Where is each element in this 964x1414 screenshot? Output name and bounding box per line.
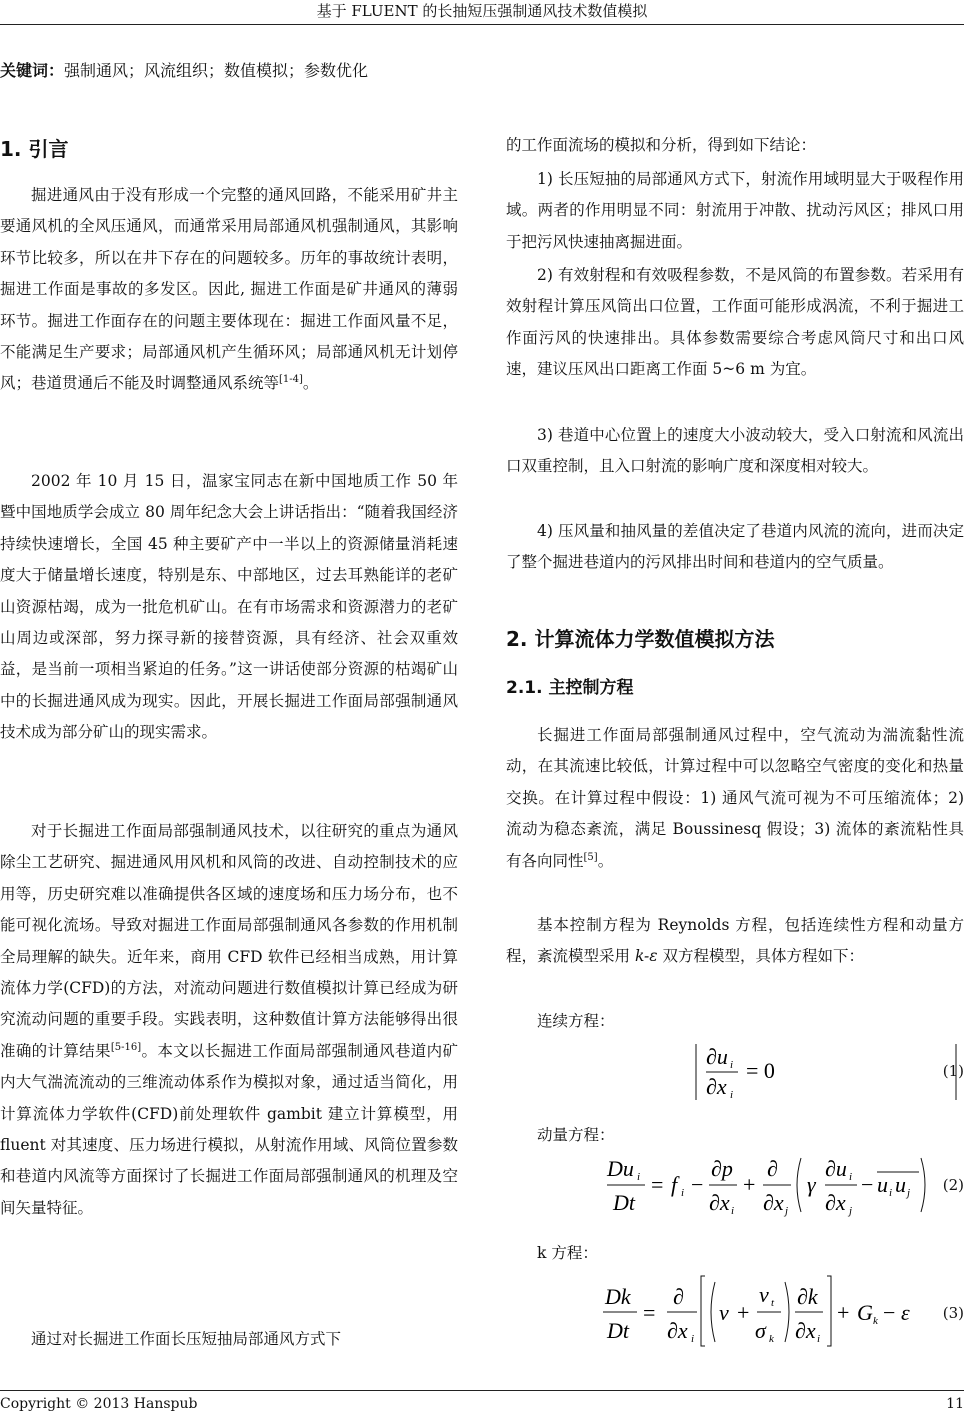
section-1-heading: 1. 引言: [0, 137, 69, 161]
equation-1: [506, 1040, 964, 1104]
section-2-heading: 2. 计算流体力学数值模拟方法: [506, 627, 775, 651]
svg-text:Dt: Dt: [613, 1190, 635, 1215]
svg-text:∂x: ∂x: [667, 1318, 688, 1343]
svg-text:= 0: = 0: [746, 1058, 775, 1083]
governing-equations-paragraph: [506, 720, 964, 877]
intro-paragraph-3-text: 对于长掘进工作面局部强制通风技术，以往研究的重点为通风除尘工艺研究、掘进通风用风机和风筒的改进、自动控制技术的应用等，历史研究难以准确提供各区域的速度场和压力场分布，也不能可视化流场。导致对掘进工作面局部强制通风各参数的作用机制全局理解的缺失。近年来，商用 CFD 软件已经相当成熟，用计算流体力学(CFD)的方法，对流动问题进行数值模拟计算已经成为研究流动问题的重要手段。实践表明，这种数值计算方法能够得出很准确的计算结果: [0, 822, 458, 1060]
copyright-notice: Copyright © 2013 Hanspub: [0, 1396, 198, 1412]
equation-3: [506, 1270, 964, 1350]
svg-text:j: j: [907, 1187, 911, 1199]
svg-text:+: +: [737, 1300, 750, 1325]
conclusion-item-4: 4) 压风量和抽风量的差值决定了巷道内风流的流向，进而决定了整个掘进巷道内的污风排出时间和巷道内的空气质量。: [506, 522, 964, 572]
svg-text:ν: ν: [719, 1300, 729, 1325]
svg-text:i: i: [849, 1171, 853, 1183]
svg-text:∂u: ∂u: [706, 1044, 728, 1069]
continuity-equation-label: 连续方程：: [537, 1012, 615, 1030]
svg-text:γ: γ: [807, 1172, 816, 1197]
running-header: [0, 0, 964, 25]
svg-text:∂x: ∂x: [706, 1074, 727, 1099]
keywords-label: 关键词：: [0, 61, 65, 80]
svg-text:G: G: [857, 1300, 873, 1325]
svg-text:u: u: [895, 1172, 906, 1197]
intro-paragraph-1-end: 。: [302, 374, 319, 393]
conclusion-intro: 的工作面流场的模拟和分析，得到如下结论：: [506, 136, 817, 154]
momentum-equation-formula: [601, 1150, 931, 1220]
svg-text:j: j: [785, 1205, 789, 1217]
svg-text:i: i: [817, 1333, 821, 1345]
control-equations-paragraph: [506, 910, 964, 973]
keywords-text: 强制通风；风流组织；数值模拟；参数优化: [64, 61, 369, 80]
svg-text:i: i: [730, 1089, 734, 1101]
svg-text:k: k: [769, 1333, 774, 1345]
equation-2: [506, 1150, 964, 1220]
page-number: 11: [946, 1396, 964, 1412]
intro-paragraph-4: 通过对长掘进工作面长压短抽局部通风方式下: [31, 1330, 342, 1348]
svg-text:∂u: ∂u: [825, 1156, 847, 1181]
svg-text:=: =: [651, 1172, 664, 1197]
svg-text:−: −: [691, 1172, 704, 1197]
governing-equations-end: 。: [597, 851, 614, 870]
svg-text:i: i: [681, 1187, 685, 1199]
svg-text:i: i: [637, 1171, 641, 1183]
equation-2-number: (2): [942, 1176, 964, 1194]
k-equation-label: k 方程：: [537, 1244, 598, 1262]
svg-text:∂p: ∂p: [711, 1156, 733, 1181]
keywords-line: [0, 56, 470, 86]
svg-text:f: f: [671, 1172, 678, 1197]
momentum-equation-label: 动量方程：: [537, 1126, 615, 1144]
svg-text:σ: σ: [755, 1318, 766, 1343]
intro-paragraph-3-end: 。本文以长掘进工作面局部强制通风巷道内矿内大气湍流流动的三维流动体系作为模拟对象，通过适当简化，用计算流体力学软件(CFD)前处理软件 gambit 建立计算模型，用 fluent 对其速度、压力场进行模拟，从射流作用域、风筒位置参数和巷道内风流等方面探讨了长掘进工作面局部强制通风的机理及空间矢量特征。: [0, 1041, 458, 1217]
svg-text:i: i: [731, 1205, 735, 1217]
k-epsilon-model: k-ε: [634, 947, 658, 966]
svg-text:Dk: Dk: [605, 1284, 631, 1309]
control-equations-text-a: 基本控制方程为 Reynolds 方程，包括连续性方程和动量方程，紊流模型采用: [506, 916, 964, 966]
equation-1-number: (1): [942, 1062, 964, 1080]
svg-text:k: k: [873, 1315, 878, 1327]
svg-text:ε: ε: [901, 1300, 910, 1325]
svg-text:i: i: [691, 1333, 695, 1345]
svg-text:∂k: ∂k: [797, 1284, 818, 1309]
svg-text:∂x: ∂x: [709, 1190, 730, 1215]
intro-paragraph-2: 2002 年 10 月 15 日，温家宝同志在新中国地质工作 50 年暨中国地质学会成立 80 周年纪念大会上讲话指出：“随着我国经济持续快速增长，全国 45 种主要矿产中一半以上的资源储量消耗速度大于储量增长速度，特别是东、中部地区，过去耳熟能详的老矿山资源枯竭，成为一批危机矿山。在有市场需求和资源潜力的老矿山周边或深部，努力探寻新的接替资源，具有经济、社会双重效益，是当前一项相当紧迫的任务。”这一讲话使部分资源的枯竭矿山中的长掘进通风成为现实。因此，开展长掘进工作面局部强制通风技术成为部分矿山的现实需求。: [0, 472, 458, 742]
governing-equations-text: 长掘进工作面局部强制通风过程中，空气流动为湍流黏性流动，在其流速比较低，计算过程中可以忽略空气密度的变化和热量交换。在计算过程中假设：1) 通风气流可视为不可压缩流体；2) 流动为稳态紊流，满足 Boussinesq 假设；3) 流体的紊流粘性具有各向同性: [506, 726, 964, 870]
svg-text:∂x: ∂x: [795, 1318, 816, 1343]
intro-paragraph-3: [0, 816, 458, 1224]
svg-text:=: =: [643, 1300, 656, 1325]
k-equation-formula: [601, 1270, 931, 1350]
svg-text:−: −: [883, 1300, 896, 1325]
intro-paragraph-1-text: 掘进通风由于没有形成一个完整的通风回路，不能采用矿井主要通风机的全风压通风，而通常采用局部通风机强制通风，其影响环节比较多，所以在井下存在的问题较多。历年的事故统计表明，掘进工作面是事故的多发区。因此, 掘进工作面是矿井通风的薄弱环节。掘进工作面存在的问题主要体现在：掘进工作面风量不足，不能满足生产要求；局部通风机产生循环风；局部通风机无计划停风；巷道贯通后不能及时调整通风系统等: [0, 186, 458, 393]
svg-text:j: j: [849, 1205, 853, 1217]
svg-text:∂: ∂: [767, 1156, 778, 1181]
svg-text:u: u: [877, 1172, 888, 1197]
citation-1-4: [1-4]: [279, 374, 303, 386]
svg-text:∂x: ∂x: [825, 1190, 846, 1215]
citation-5: [5]: [583, 851, 598, 863]
equation-3-number: (3): [942, 1304, 964, 1322]
conclusion-item-1: 1) 长压短抽的局部通风方式下，射流作用域明显大于吸程作用域。两者的作用明显不同：射流用于冲散、扰动污风区；排风口用于把污风快速抽离掘进面。: [506, 170, 964, 251]
svg-text:i: i: [730, 1059, 734, 1071]
intro-paragraph-1: [0, 180, 458, 400]
citation-5-16: [5-16]: [110, 1041, 142, 1053]
svg-text:ν: ν: [759, 1282, 769, 1307]
section-2-1-heading: 2.1. 主控制方程: [506, 678, 634, 698]
svg-text:∂: ∂: [673, 1284, 684, 1309]
svg-text:Dt: Dt: [607, 1318, 629, 1343]
svg-text:t: t: [771, 1297, 775, 1309]
page-footer: [0, 1390, 964, 1412]
svg-text:+: +: [743, 1172, 756, 1197]
svg-text:−: −: [861, 1172, 874, 1197]
svg-text:∂x: ∂x: [763, 1190, 784, 1215]
conclusion-item-3: 3) 巷道中心位置上的速度大小波动较大，受入口射流和风流出口双重控制，且入口射流的影响广度和深度相对较大。: [506, 426, 964, 476]
svg-text:i: i: [889, 1187, 893, 1199]
running-header-title: 基于 FLUENT 的长抽短压强制通风技术数值模拟: [316, 2, 648, 20]
continuity-equation-formula: [666, 1040, 964, 1104]
svg-text:+: +: [837, 1300, 850, 1325]
svg-text:Du: Du: [607, 1156, 634, 1181]
control-equations-text-b: 双方程模型，具体方程如下：: [657, 947, 865, 966]
conclusion-item-2: 2) 有效射程和有效吸程参数，不是风筒的布置参数。若采用有效射程计算压风筒出口位置，工作面可能形成涡流，不利于掘进工作面污风的快速排出。具体参数需要综合考虑风筒尺寸和出口风速，建议压风出口距离工作面 5~6 m 为宜。: [506, 266, 964, 379]
